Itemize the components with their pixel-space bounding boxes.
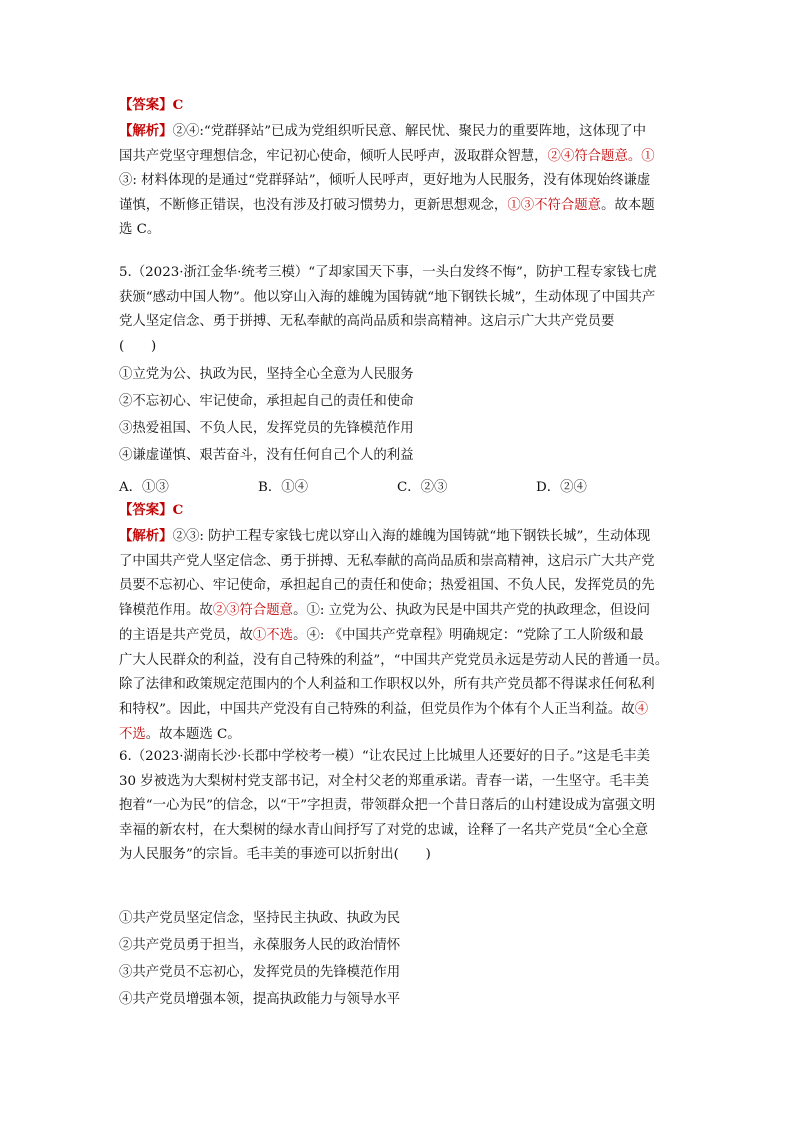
analysis-text: 。①: 立党为公、执政为民是中国共产党的执政理念，但设问 <box>293 603 651 619</box>
analysis-text: 。故本题 <box>601 197 655 213</box>
analysis-line <box>119 125 679 138</box>
analysis-text: ②④符合题意。① <box>547 148 655 164</box>
question-stem-line <box>119 315 679 328</box>
question-stem-line <box>119 824 679 837</box>
analysis-line <box>119 223 679 236</box>
analysis-text: 员要不忘初心、牢记使命，承担起自己的责任和使命；热爱祖国、不负人民，发挥党员的先 <box>119 578 655 594</box>
statement-item <box>119 912 679 925</box>
statement-text: ④谦虚谨慎、艰苦奋斗，没有任何自己个人的利益 <box>119 448 414 463</box>
analysis-text: 了中国共产党人坚定信念、勇于拼搏、无私奉献的高尚品质和崇高精神，这启示广大共产党 <box>119 553 655 569</box>
statement-text: ④共产党员增强本领，提高执政能力与领导水平 <box>119 992 401 1007</box>
answer-line-2 <box>119 504 679 517</box>
answer-option: B．①④ <box>258 480 309 495</box>
question-stem-text: 为人民服务”的宗旨。毛丰美的事迹可以折射出( ) <box>119 847 431 862</box>
analysis-text: ①③不符合题意 <box>507 197 602 213</box>
question-stem-text: 党人坚定信念、勇于拼搏、无私奉献的高尚品质和崇高精神。这启示广大共产党员要 <box>119 314 615 329</box>
question-stem-line <box>119 266 679 279</box>
statement-text: ③热爱祖国、不负人民，发挥党员的先锋模范作用 <box>119 421 414 436</box>
analysis-line <box>119 728 679 741</box>
analysis-tag: 【解析】 <box>119 528 173 544</box>
statement-item <box>119 993 679 1006</box>
analysis-line <box>119 629 679 642</box>
analysis-text: ③: 材料体现的是通过“党群驿站”，倾听人民呼声，更好地为人民服务，没有体现始终谦虚 <box>119 173 651 188</box>
analysis-text: 除了法律和政策规定范围内的个人利益和工作职权以外，所有共产党员都不得谋求任何私利 <box>119 677 655 693</box>
statement-item <box>119 966 679 979</box>
question-stem-line <box>119 750 679 763</box>
analysis-text: 广大人民群众的利益，没有自己特殊的利益”，“中国共产党党员永远是劳动人民的普通一员。 <box>119 652 669 668</box>
analysis-tag: 【解析】 <box>119 123 173 139</box>
question-stem-line <box>119 799 679 812</box>
analysis-text: ②④:“党群驿站”已成为党组织听民意、解民忧、聚民力的重要阵地，这体现了中 <box>172 124 647 139</box>
statement-item <box>119 395 679 408</box>
statement-text: ①立党为公、执政为民，坚持全心全意为人民服务 <box>119 367 414 382</box>
question-stem-text: 30 岁被选为大梨树村党支部书记，对全村父老的郑重承诺。青春一诺，一生坚守。毛丰美 <box>119 773 650 789</box>
analysis-line <box>119 654 679 667</box>
statement-text: ③共产党员不忘初心，发挥党员的先锋模范作用 <box>119 965 401 980</box>
answer-value: C <box>172 97 184 113</box>
question-stem-line <box>119 775 679 788</box>
question-stem-text: 6.（2023·湖南长沙·长郡中学校考一模）“让农民过上比城里人还要好的日子。”这是毛丰美 <box>119 749 651 764</box>
analysis-text: ①不选 <box>252 627 294 643</box>
statement-item <box>119 939 679 952</box>
analysis-text: 。故本题选 C。 <box>145 726 241 742</box>
analysis-line <box>119 555 679 568</box>
analysis-text: 不选 <box>119 726 146 742</box>
analysis-line <box>119 199 679 212</box>
statement-item <box>119 368 679 381</box>
analysis-line <box>119 174 679 187</box>
question-stem-text: ( ) <box>119 338 157 354</box>
analysis-line <box>119 604 679 617</box>
analysis-line <box>119 703 679 716</box>
analysis-text: 谨慎，不断修正错误，也没有涉及打破习惯势力，更新思想观念， <box>119 197 508 213</box>
analysis-line <box>119 530 679 543</box>
answer-option: A．①③ <box>119 480 169 495</box>
answer-tag: 【答案】 <box>119 97 173 113</box>
question-stem-line <box>119 291 679 304</box>
analysis-line <box>119 150 679 163</box>
answer-value: C <box>172 502 184 518</box>
analysis-text: ②③: 防护工程专家钱七虎以穿山入海的雄魄为国铸就“地下钢铁长城”，生动体现 <box>172 529 651 544</box>
analysis-text: 国共产党坚守理想信念，牢记初心使命，倾听人民呼声，汲取群众智慧， <box>119 148 548 164</box>
question-stem-line <box>119 340 679 353</box>
question-stem-text: 获颁“感动中国人物”。他以穿山入海的雄魄为国铸就“地下钢铁长城”，生动体现了中国共产 <box>119 289 656 305</box>
statement-text: ①共产党员坚定信念，坚持民主执政、执政为民 <box>119 911 401 926</box>
analysis-text: 。④: 《中国共产党章程》明确规定：“党除了工人阶级和最 <box>293 627 644 643</box>
analysis-text: 和特权”。因此，中国共产党没有自己特殊的利益，但党员作为个体有个人正当利益。故 <box>119 701 635 717</box>
analysis-line <box>119 678 679 691</box>
answer-option: C．②③ <box>397 480 448 495</box>
analysis-text: 的主语是共产党员，故 <box>119 627 253 643</box>
analysis-text: 选 C。 <box>119 222 161 237</box>
analysis-text: ②③符合题意 <box>212 603 294 619</box>
question-stem-text: 5.（2023·浙江金华·统考三模）“了却家国天下事，一头白发终不悔”，防护工程专家钱七虎 <box>119 265 657 280</box>
analysis-text: ④ <box>634 701 649 717</box>
answer-tag: 【答案】 <box>119 502 173 518</box>
answer-line-1 <box>119 99 679 112</box>
statement-text: ②共产党员勇于担当，永葆服务人民的政治情怀 <box>119 938 401 953</box>
analysis-text: 锋模范作用。故 <box>119 603 213 619</box>
statement-item <box>119 422 679 435</box>
question-stem-line <box>119 848 679 861</box>
analysis-line <box>119 579 679 592</box>
question-stem-text: 抱着“一心为民”的信念，以“干”字担责，带领群众把一个昔日落后的山村建设成为富强文明 <box>119 798 656 813</box>
answer-option: D．②④ <box>536 480 587 495</box>
statement-item <box>119 449 679 462</box>
question-stem-text: 幸福的新农村，在大梨树的绿水青山间抒写了对党的忠诚，诠释了一名共产党员“全心全意 <box>119 822 649 838</box>
statement-text: ②不忘初心、牢记使命，承担起自己的责任和使命 <box>119 394 414 409</box>
